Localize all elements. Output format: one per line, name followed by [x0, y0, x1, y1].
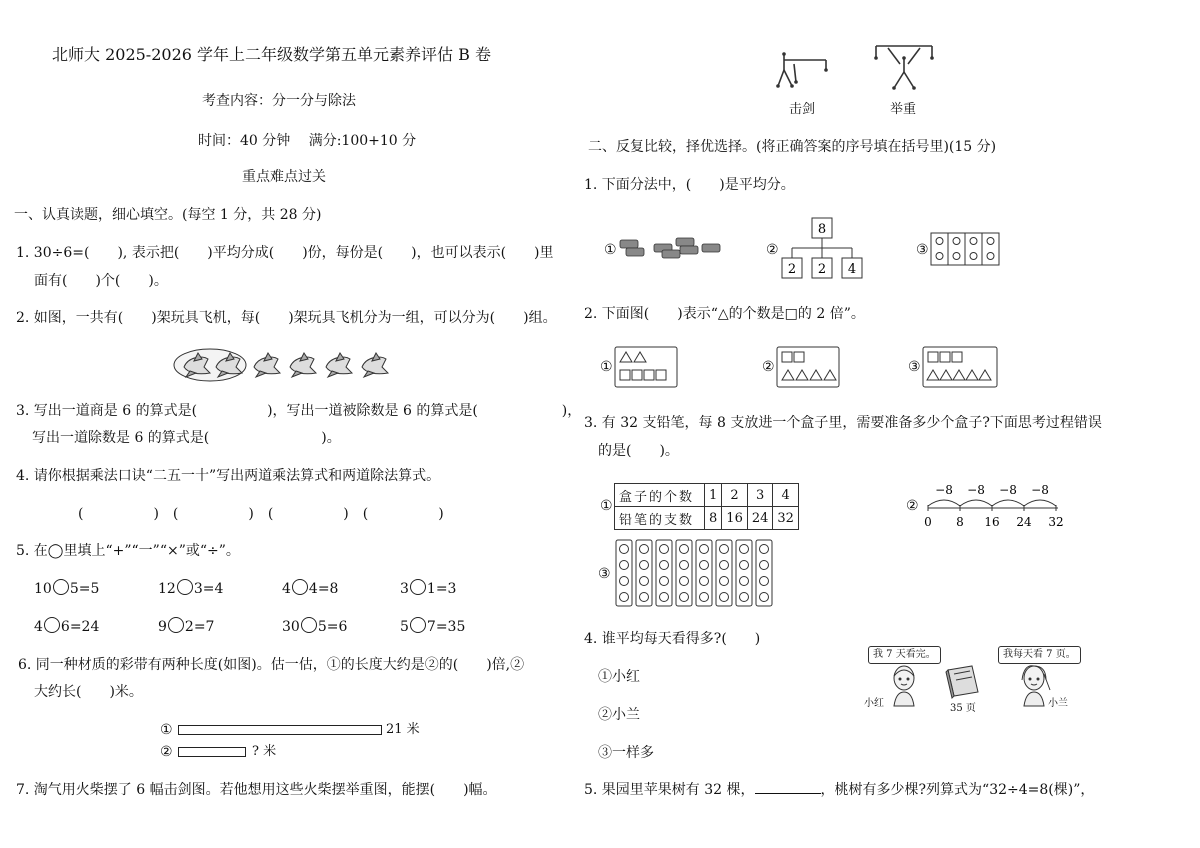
tick-label: 8	[956, 515, 964, 529]
tick-label: 16	[984, 515, 1000, 529]
p2-q1-opt1-mark[interactable]: ①	[604, 242, 617, 258]
tree-leaf-number: 2	[787, 262, 797, 277]
table-cell: 1	[705, 484, 722, 507]
number-line-diagram	[918, 478, 1068, 532]
part1-heading: 一、认真读题，细心填空。(每空 1 分，共 28 分)	[14, 207, 322, 223]
cars-groups-image	[618, 236, 722, 262]
weightlifting-matchstick-figure	[872, 42, 936, 94]
dots-grid-image	[930, 232, 1002, 266]
table-cell: 8	[705, 507, 722, 530]
p2-q2-opt3-mark[interactable]: ③	[908, 359, 921, 375]
ribbon-2-label: ? 米	[252, 744, 277, 759]
name-xiaolan: 小兰	[1048, 698, 1068, 709]
p2-q4-option[interactable]: ②小兰	[598, 707, 640, 723]
q5-item: 4 4=8	[282, 581, 339, 597]
ribbon-2-bar	[178, 747, 246, 757]
tick-label: 24	[1016, 515, 1032, 529]
book-pages-label: 35 页	[950, 703, 976, 714]
tree-top-number: 8	[817, 222, 827, 237]
p2-q1-opt3-mark[interactable]: ③	[916, 242, 929, 258]
table-cell: 16	[722, 507, 748, 530]
q5-item: 4 6=24	[34, 619, 100, 635]
p2-q1-opt2-mark[interactable]: ②	[766, 242, 779, 258]
part2-heading: 二、反复比较，择优选择。(将正确答案的序号填在括号里)(15 分)	[588, 139, 997, 155]
pencil-columns-image	[614, 538, 784, 608]
speech-bubble-xiaohong: 我 7 天看完。	[868, 646, 941, 664]
exam-content: 考查内容：分一分与除法	[202, 93, 356, 109]
q5-item: 9 2=7	[158, 619, 215, 635]
table-cell: 24	[747, 507, 773, 530]
page-title: 北师大 2025-2026 学年上二年级数学第五单元素养评估 B 卷	[52, 45, 491, 64]
p2-q4-option[interactable]: ③一样多	[598, 745, 654, 761]
shapes-box-option-3	[922, 346, 998, 388]
operator-circle[interactable]	[44, 617, 60, 633]
q1-line2: 面有( )个( )。	[34, 273, 168, 289]
answer-blank[interactable]	[755, 793, 821, 794]
q5-item: 3 1=3	[400, 581, 457, 597]
p2-q1-text: 1. 下面分法中，( )是平均分。	[584, 177, 795, 193]
operator-circle[interactable]	[53, 579, 69, 595]
ribbon-2-mark: ②	[160, 744, 173, 760]
jump-label: −8	[967, 483, 985, 497]
table-cell: 4	[773, 484, 799, 507]
tick-label: 32	[1048, 515, 1064, 529]
fencing-matchstick-figure	[774, 50, 834, 94]
q5-item: 5 7=35	[400, 619, 466, 635]
boxes-pencils-table	[614, 483, 799, 530]
p2-q3-opt2-mark[interactable]: ②	[906, 498, 919, 514]
girl-xiaohong-icon	[884, 664, 924, 708]
table-row-label: 盒子的个数	[615, 484, 705, 507]
p2-q3-opt1-mark[interactable]: ①	[600, 498, 613, 514]
fencing-label: 击剑	[789, 102, 816, 117]
operator-circle[interactable]	[292, 579, 308, 595]
table-cell: 3	[747, 484, 773, 507]
jump-label: −8	[999, 483, 1017, 497]
weightlifting-label: 举重	[890, 102, 917, 117]
division-tree-diagram	[768, 216, 868, 282]
operator-circle[interactable]	[301, 617, 317, 633]
table-row-label: 铅笔的支数	[615, 507, 705, 530]
tick-label: 0	[924, 515, 932, 529]
q5-item: 30 5=6	[282, 619, 348, 635]
q3-line2: 写出一道除数是 6 的算式是( )。	[32, 430, 341, 446]
ribbon-1-bar	[178, 725, 382, 735]
operator-circle[interactable]	[168, 617, 184, 633]
toy-planes-image	[176, 345, 396, 385]
p2-q3-line1: 3. 有 32 支铅笔，每 8 支放进一个盒子里，需要准备多少个盒子?下面思考过程错误	[584, 415, 1102, 431]
q2-text: 2. 如图，一共有( )架玩具飞机，每( )架玩具飞机分为一组，可以分为( )组。	[16, 310, 557, 326]
tree-leaf-number: 4	[847, 262, 857, 277]
p2-q4-text: 4. 谁平均每天看得多?( )	[584, 631, 761, 647]
operator-circle[interactable]	[177, 579, 193, 595]
p2-q2-opt1-mark[interactable]: ①	[600, 359, 613, 375]
shapes-box-option-1	[614, 346, 678, 388]
p2-q2-text: 2. 下面图( )表示“△的个数是□的 2 倍”。	[584, 306, 865, 322]
q4-text: 4. 请你根据乘法口诀“二五一十”写出两道乘法算式和两道除法算式。	[16, 468, 441, 484]
operator-circle[interactable]	[410, 579, 426, 595]
q7-text: 7. 淘气用火柴摆了 6 幅击剑图。若他想用这些火柴摆举重图，能摆( )幅。	[16, 782, 497, 798]
name-xiaohong: 小红	[864, 698, 884, 709]
tree-leaf-number: 2	[817, 262, 827, 277]
jump-label: −8	[1031, 483, 1049, 497]
table-cell: 32	[773, 507, 799, 530]
q4-blanks: ( ) ( ) ( ) ( )	[78, 506, 444, 522]
ribbon-1-label: 21 米	[386, 722, 420, 737]
q5-item: 12 3=4	[158, 581, 224, 597]
operator-circle[interactable]	[410, 617, 426, 633]
p2-q4-option[interactable]: ①小红	[598, 669, 640, 685]
exam-time: 时间：40 分钟 满分:100+10 分	[198, 133, 417, 149]
p2-q5-text: 5. 果园里苹果树有 32 棵， ，桃树有多少棵?列算式为“32÷4=8(棵)”，	[584, 782, 1095, 798]
table-cell: 2	[722, 484, 748, 507]
section-subtitle: 重点难点过关	[242, 169, 326, 185]
jump-label: −8	[935, 483, 953, 497]
q5-text: 5. 在◯里填上“+”“一”“×”或“÷”。	[16, 543, 240, 559]
q6-line1: 6. 同一种材质的彩带有两种长度(如图)。估一估，①的长度大约是②的( )倍,②	[18, 657, 525, 673]
p2-q2-opt2-mark[interactable]: ②	[762, 359, 775, 375]
book-icon	[942, 664, 982, 700]
p2-q3-line2: 的是( )。	[598, 443, 679, 459]
speech-bubble-xiaolan: 我每天看 7 页。	[998, 646, 1081, 664]
p2-q3-opt3-mark[interactable]: ③	[598, 566, 611, 582]
ribbon-1-mark: ①	[160, 722, 173, 738]
shapes-box-option-2	[776, 346, 840, 388]
q6-line2: 大约长( )米。	[34, 684, 143, 700]
q3-line1: 3. 写出一道商是 6 的算式是( )，写出一道被除数是 6 的算式是( )，	[16, 403, 582, 419]
q1-line1: 1. 30÷6=( ), 表示把( )平均分成( )份，每份是( )，也可以表示( )里	[16, 245, 554, 261]
q5-item: 10 5=5	[34, 581, 100, 597]
